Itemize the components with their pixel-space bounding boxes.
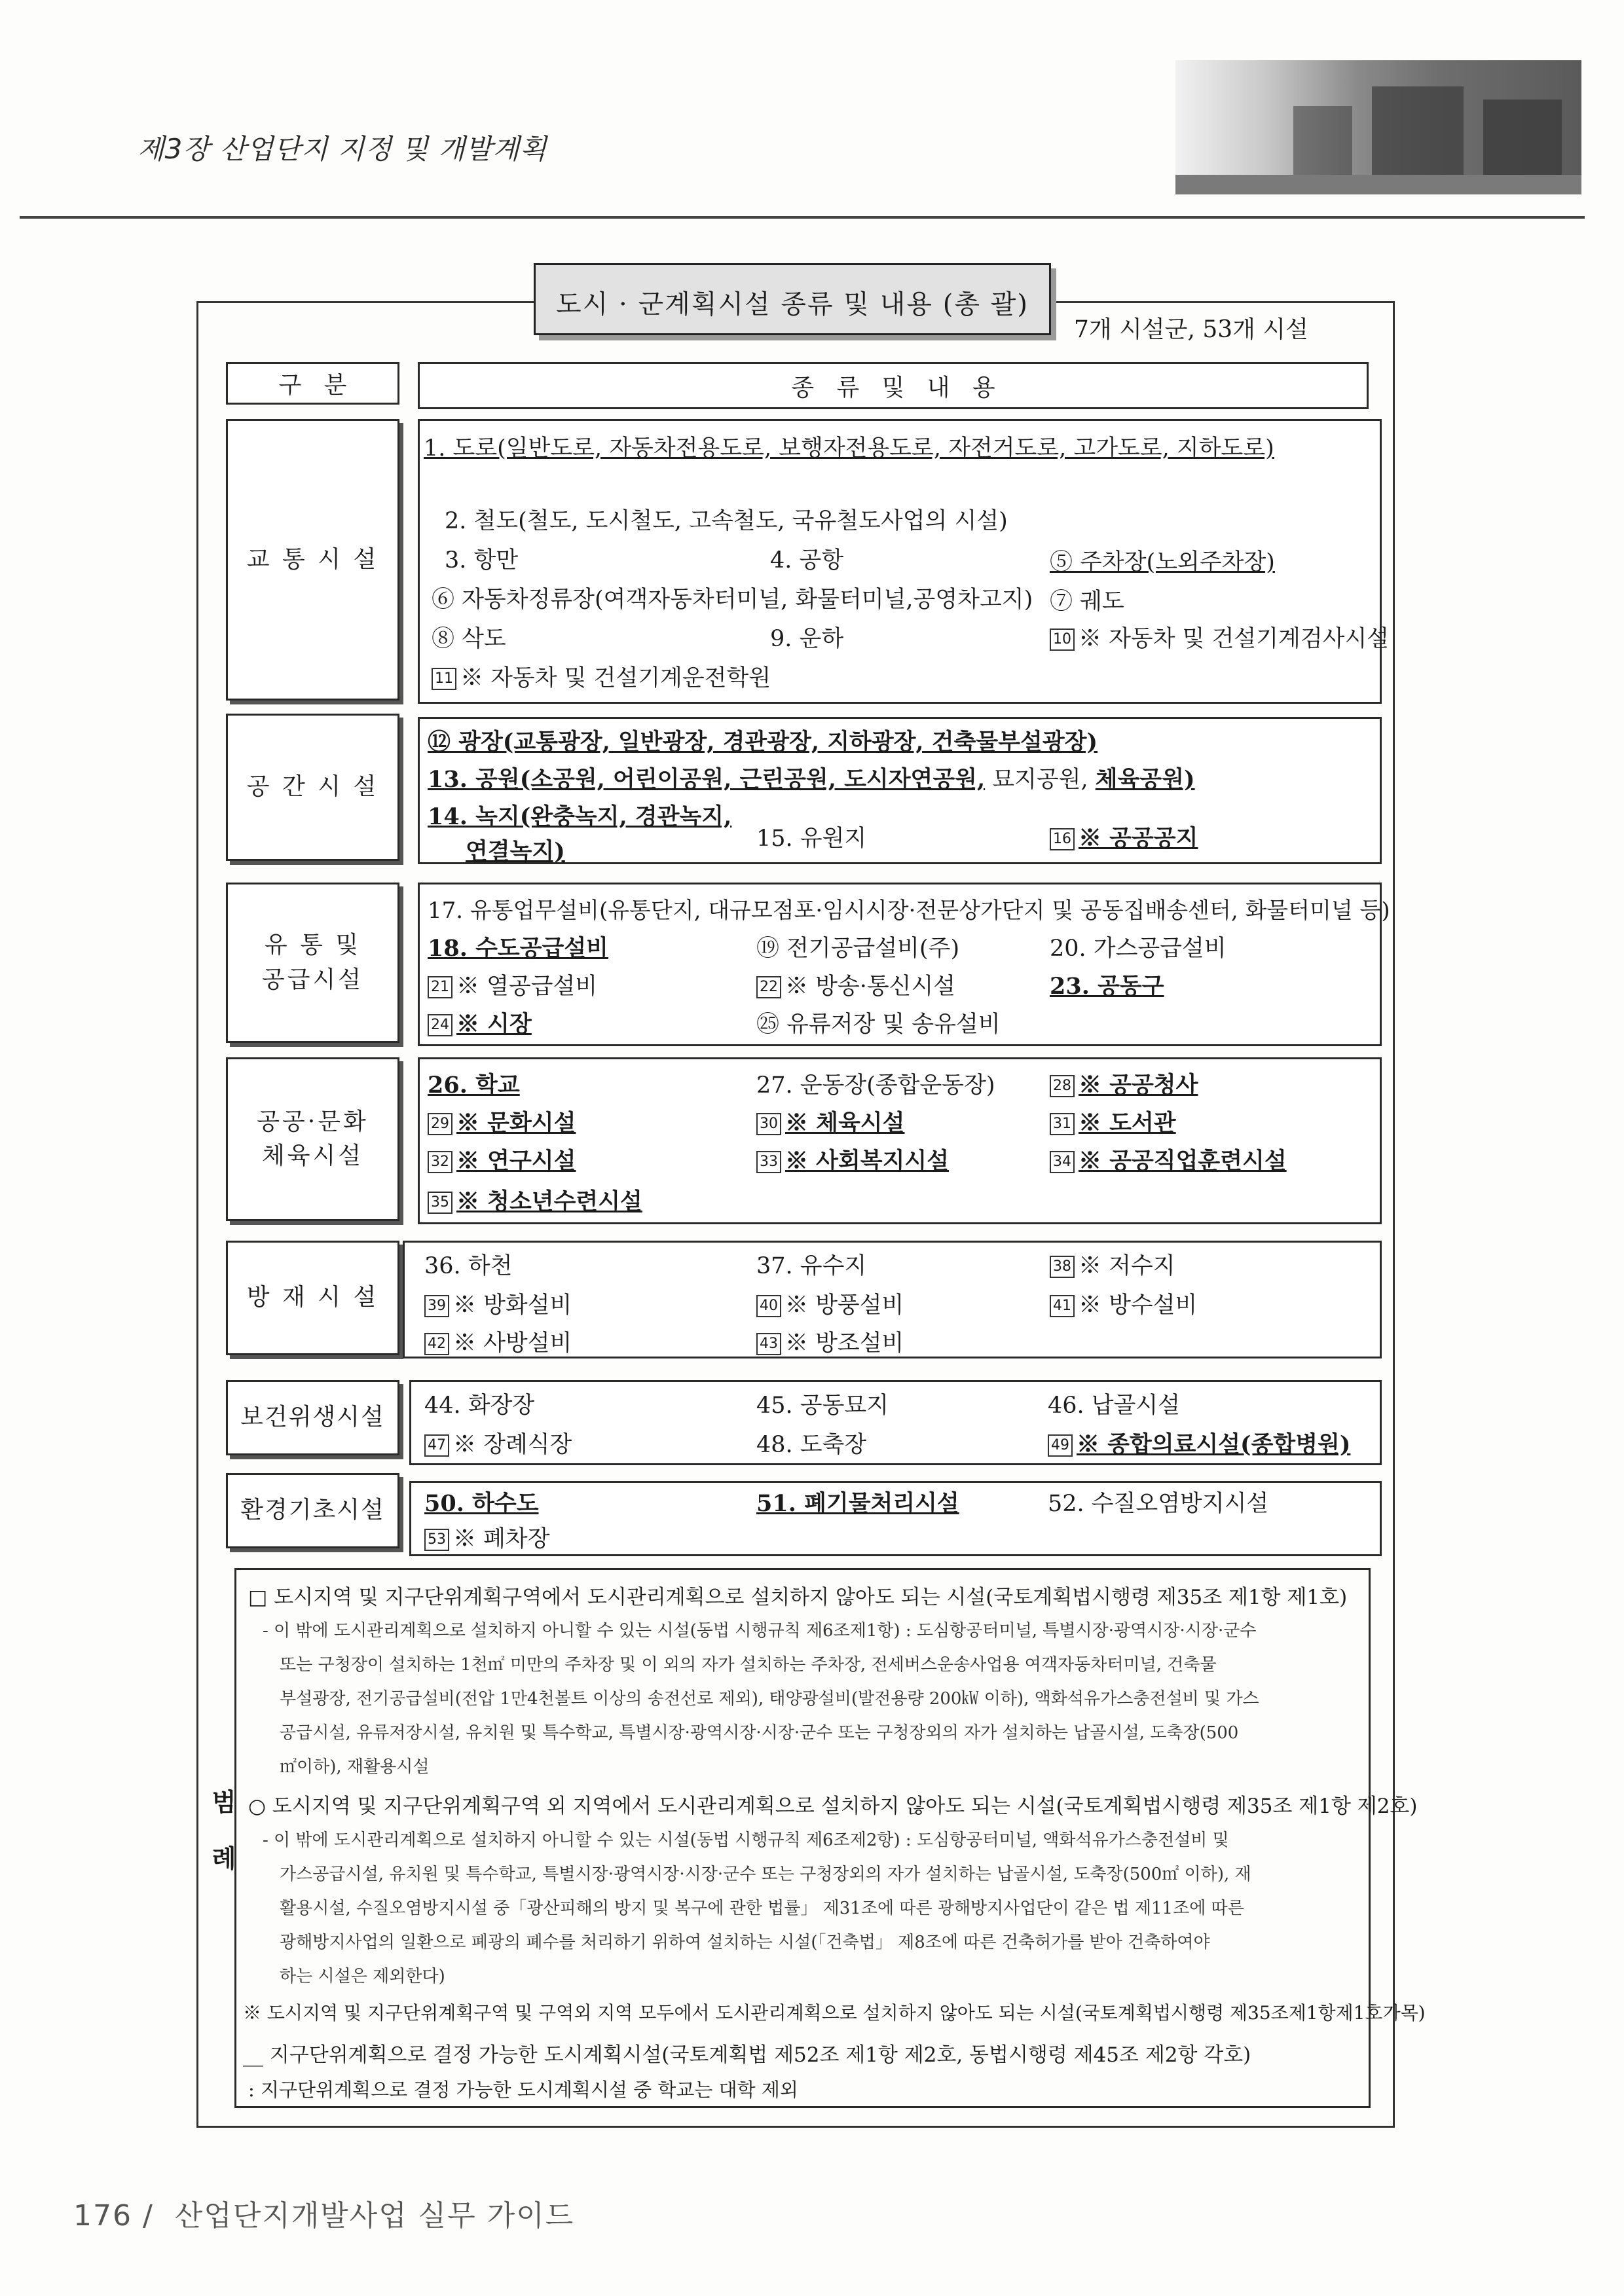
item-51: 51. 폐기물처리시설	[756, 1490, 959, 1517]
legend-item-1: □ 도시지역 및 지구단위계획구역에서 도시관리계획으로 설치하지 않아도 되는 시설(국토계획법시행령 제35조 제1항 제1호)	[248, 1586, 1348, 1609]
item-31-label: ※ 도서관	[1079, 1110, 1176, 1137]
item-34-number: 34	[1050, 1151, 1075, 1173]
item-10	[1050, 621, 1389, 653]
item-21-number: 21	[428, 976, 452, 998]
category-public-line2: 체육시설	[261, 1142, 364, 1169]
item-38	[1050, 1248, 1175, 1281]
item-47-label: ※ 장례식장	[453, 1432, 572, 1458]
category-distribution-line2: 공급시설	[261, 966, 364, 993]
item-23: 23. 공동구	[1050, 973, 1164, 1000]
item-12: ⑫ 광장(교통광장, 일반광장, 경관광장, 지하광장, 건축물부설광장)	[428, 729, 1098, 756]
item-7: ⑦ 궤도	[1050, 589, 1124, 615]
item-33-label: ※ 사회복지시설	[785, 1148, 950, 1175]
item-16-number: 16	[1050, 828, 1075, 850]
item-41	[1050, 1287, 1197, 1320]
item-1: 1. 도로(일반도로, 자동차전용도로, 보행자전용도로, 자전거도로, 고가도로, 지하도로)	[424, 435, 1274, 462]
item-30-number: 30	[756, 1113, 781, 1135]
header-content-label: 종 류 및 내 용	[791, 374, 995, 401]
legend-item-1-line1: - 이 밖에 도시관리계획으로 설치하지 아니할 수 있는 시설(동법 시행규칙 제6조제1항) : 도심항공터미널, 특별시장·광역시장·시장·군수	[263, 1621, 1257, 1641]
item-25: ㉕ 유류저장 및 송유설비	[756, 1011, 1001, 1038]
disaster-items	[403, 1241, 1382, 1358]
item-35-label: ※ 청소년수련시설	[456, 1188, 642, 1215]
item-40-label: ※ 방풍설비	[785, 1292, 904, 1319]
item-41-label: ※ 방수설비	[1079, 1292, 1198, 1319]
item-28-label: ※ 공공청사	[1079, 1072, 1198, 1099]
item-47-number: 47	[424, 1434, 449, 1457]
space-items	[418, 717, 1382, 864]
category-transport	[226, 419, 399, 701]
category-transport-label: 교 통 시 설	[246, 545, 379, 573]
category-distribution-label	[262, 928, 363, 996]
distribution-items	[418, 883, 1390, 1046]
item-33-number: 33	[756, 1151, 781, 1173]
legend-label-2: 례	[212, 1844, 236, 1873]
item-29-label: ※ 문화시설	[456, 1110, 576, 1137]
header-content	[418, 362, 1369, 409]
legend-item-5: : 지구단위계획으로 결정 가능한 도시계획시설 중 학교는 대학 제외	[248, 2079, 798, 2101]
item-31-number: 31	[1050, 1113, 1075, 1135]
item-13	[428, 761, 1195, 794]
legend-item-2-line5: 하는 시설은 제외한다)	[280, 1967, 445, 1986]
item-45: 45. 공동묘지	[756, 1393, 889, 1419]
item-11	[432, 660, 771, 693]
header-category	[226, 362, 399, 405]
category-disaster-label: 방 재 시 설	[246, 1284, 379, 1311]
legend-item-4: __ 지구단위계획으로 결정 가능한 도시계획시설(국토계획법 제52조 제1항 제2호, 동법시행령 제45조 제2항 각호)	[243, 2043, 1251, 2067]
item-47	[424, 1427, 572, 1459]
legend-item-2-line4: 광해방지사업의 일환으로 폐광의 폐수를 처리하기 위하여 설치하는 시설(「건축법」 제8조에 따른 건축허가를 받아 건축하여야	[280, 1933, 1210, 1952]
item-31	[1050, 1105, 1176, 1138]
item-11-number: 11	[432, 668, 456, 690]
item-40	[756, 1287, 904, 1320]
category-distribution-line1: 유 통 및	[264, 932, 361, 959]
item-19: ⑲ 전기공급설비(주)	[756, 936, 960, 962]
item-53-number: 53	[424, 1529, 449, 1551]
legend-label-1: 범	[212, 1787, 236, 1817]
item-27: 27. 운동장(종합운동장)	[756, 1072, 995, 1099]
legend-item-2-line1: - 이 밖에 도시관리계획으로 설치하지 아니할 수 있는 시설(동법 시행규칙 제6조제2항) : 도심항공터미널, 액화석유가스충전설비 및	[263, 1831, 1229, 1850]
item-32-label: ※ 연구시설	[456, 1148, 576, 1175]
item-16	[1050, 820, 1198, 853]
item-30	[756, 1105, 904, 1138]
header-photo	[1175, 60, 1581, 194]
public-items	[418, 1057, 1382, 1224]
item-50: 50. 하수도	[424, 1490, 539, 1517]
item-15: 15. 유원지	[756, 826, 867, 852]
item-43-number: 43	[756, 1333, 781, 1355]
item-42-number: 42	[424, 1333, 449, 1355]
item-34-label: ※ 공공직업훈련시설	[1079, 1148, 1287, 1175]
item-38-label: ※ 저수지	[1079, 1253, 1175, 1279]
page-footer: 176 / 산업단지개발사업 실무 가이드	[73, 2199, 575, 2232]
category-space-label: 공 간 시 설	[246, 773, 379, 801]
item-49	[1048, 1427, 1350, 1459]
item-53	[424, 1521, 550, 1554]
item-40-number: 40	[756, 1295, 781, 1317]
item-20: 20. 가스공급설비	[1050, 936, 1227, 962]
legend-item-1-line3: 부설광장, 전기공급설비(전압 1만4천볼트 이상의 송전선로 제외), 태양광설비(발전용량 200㎾ 이하), 액화석유가스충전설비 및 가스	[280, 1689, 1259, 1709]
item-14-cont: 연결녹지)	[466, 838, 565, 865]
item-22-number: 22	[756, 976, 781, 998]
item-28	[1050, 1067, 1198, 1100]
item-11-label: ※ 자동차 및 건설기계운전학원	[460, 665, 771, 691]
legend-item-1-line5: ㎡이하), 재활용시설	[280, 1757, 430, 1777]
item-49-number: 49	[1048, 1434, 1073, 1457]
item-30-label: ※ 체육시설	[785, 1110, 905, 1137]
chapter-title: 제3장 산업단지 지정 및 개발계획	[138, 133, 547, 165]
item-37: 37. 유수지	[756, 1253, 867, 1279]
item-22-label: ※ 방송·통신시설	[785, 974, 956, 1000]
item-14: 14. 녹지(완충녹지, 경관녹지,	[428, 803, 732, 830]
item-44: 44. 화장장	[424, 1393, 535, 1419]
category-public	[226, 1057, 399, 1221]
item-36: 36. 하천	[424, 1253, 513, 1279]
item-18: 18. 수도공급설비	[428, 935, 608, 962]
item-8: ⑧ 삭도	[432, 626, 506, 652]
item-48: 48. 도축장	[756, 1432, 867, 1458]
item-24-number: 24	[428, 1014, 452, 1036]
item-53-label: ※ 폐차장	[453, 1526, 550, 1552]
item-21	[428, 968, 597, 1001]
item-13-parks: 13. 공원(소공원, 어린이공원, 근린공원, 도시자연공원,	[428, 766, 986, 793]
item-5: ⑤ 주차장(노외주차장)	[1050, 549, 1275, 575]
item-21-label: ※ 열공급설비	[456, 974, 598, 1000]
item-33	[756, 1143, 949, 1176]
item-46: 46. 납골시설	[1048, 1393, 1181, 1419]
item-52: 52. 수질오염방지시설	[1048, 1491, 1269, 1517]
item-43-label: ※ 방조설비	[785, 1330, 904, 1357]
item-9: 9. 운하	[770, 626, 844, 652]
item-13-sports: 체육공원)	[1095, 766, 1195, 793]
legend-item-3: ※ 도시지역 및 지구단위계획구역 및 구역외 지역 모두에서 도시관리계획으로 설치하지 않아도 되는 시설(국토계획법시행령 제35조제1항제1호가목)	[243, 2002, 1426, 2024]
item-3: 3. 항만	[445, 547, 519, 574]
item-10-label: ※ 자동차 및 건설기계검사시설	[1079, 626, 1390, 652]
item-39-number: 39	[424, 1295, 449, 1317]
table-title-box	[534, 263, 1051, 335]
item-38-number: 38	[1050, 1256, 1075, 1278]
item-49-label: ※ 종합의료시설(종합병원)	[1077, 1431, 1351, 1458]
item-4: 4. 공항	[770, 547, 844, 574]
environment-items	[409, 1481, 1382, 1556]
category-environment	[226, 1473, 399, 1548]
legend-label	[211, 1774, 237, 1887]
summary-note: 7개 시설군, 53개 시설	[1074, 316, 1308, 343]
category-health-label: 보건위생시설	[240, 1404, 385, 1431]
item-6: ⑥ 자동차정류장(여객자동차터미널, 화물터미널,공영차고지)	[432, 587, 1033, 613]
item-13-cemetery: 묘지공원,	[985, 767, 1096, 793]
legend-item-1-line2: 또는 구청장이 설치하는 1천㎡ 미만의 주차장 및 이 외의 자가 설치하는 주차장, 전세버스운송사업용 여객자동차터미널, 건축물	[280, 1655, 1217, 1675]
category-public-line1: 공공·문화	[257, 1108, 369, 1135]
item-39	[424, 1287, 572, 1320]
category-space	[226, 714, 399, 861]
item-24	[428, 1006, 532, 1039]
transport-items	[418, 419, 1390, 704]
item-35	[428, 1184, 642, 1216]
health-items	[409, 1380, 1382, 1465]
legend-item-1-line4: 공급시설, 유류저장시설, 유치원 및 특수학교, 특별시장·광역시장·시장·군수 또는 구청장외의 자가 설치하는 납골시설, 도축장(500	[280, 1723, 1239, 1743]
item-2: 2. 철도(철도, 도시철도, 고속철도, 국유철도사업의 시설)	[445, 508, 1008, 534]
header-category-label: 구 분	[278, 372, 347, 399]
category-health	[226, 1380, 399, 1455]
item-32	[428, 1143, 576, 1176]
item-22	[756, 968, 955, 1001]
category-distribution	[226, 883, 399, 1043]
item-17: 17. 유통업무설비(유통단지, 대규모점포·임시시장·전문상가단지 및 공동집배송센터, 화물터미널 등)	[428, 898, 1390, 924]
item-29-number: 29	[428, 1113, 452, 1135]
table-title: 도시 · 군계획시설 종류 및 내용 (총 괄)	[556, 289, 1029, 319]
item-32-number: 32	[428, 1151, 452, 1173]
category-environment-label: 환경기초시설	[240, 1497, 385, 1524]
category-public-label	[257, 1105, 369, 1173]
category-disaster	[226, 1241, 399, 1355]
item-28-number: 28	[1050, 1075, 1075, 1097]
item-35-number: 35	[428, 1192, 452, 1214]
item-34	[1050, 1143, 1287, 1176]
item-10-number: 10	[1050, 629, 1075, 651]
legend-item-2-line2: 가스공급시설, 유치원 및 특수학교, 특별시장·광역시장·시장·군수 또는 구청장외의 자가 설치하는 납골시설, 도축장(500㎡ 이하), 재	[280, 1865, 1251, 1884]
item-41-number: 41	[1050, 1295, 1075, 1317]
item-26: 26. 학교	[428, 1072, 520, 1099]
item-39-label: ※ 방화설비	[453, 1292, 572, 1319]
header-rule	[20, 216, 1585, 219]
item-42-label: ※ 사방설비	[453, 1330, 572, 1357]
item-16-label: ※ 공공공지	[1079, 825, 1198, 852]
legend-item-2: ○ 도시지역 및 지구단위계획구역 외 지역에서 도시관리계획으로 설치하지 않아도 되는 시설(국토계획법시행령 제35조 제1항 제2호)	[248, 1795, 1418, 1818]
item-24-label: ※ 시장	[456, 1011, 532, 1038]
item-43	[756, 1325, 904, 1358]
legend-item-2-line3: 활용시설, 수질오염방지시설 중「광산피해의 방지 및 복구에 관한 법률」 제31조에 따른 광해방지사업단이 같은 법 제11조에 따른	[280, 1899, 1244, 1918]
item-42	[424, 1325, 572, 1358]
legend-box	[234, 1568, 1426, 2108]
item-29	[428, 1105, 576, 1138]
